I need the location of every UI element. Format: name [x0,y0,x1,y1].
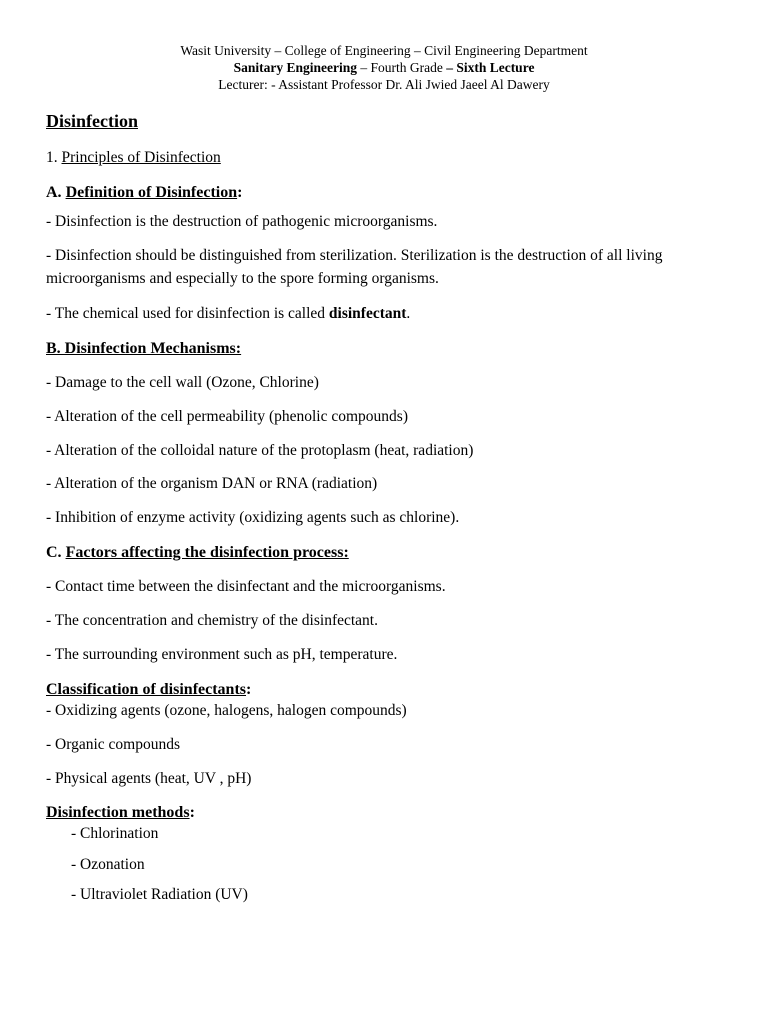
list-item: - The surrounding environment such as pH, temperature. [46,646,398,663]
list-item: - Alteration of the cell permeability (phenolic compounds) [46,408,408,425]
list-item: - Ultraviolet Radiation (UV) [71,886,248,903]
list-item: - Alteration of the colloidal nature of the protoplasm (heat, radiation) [46,442,474,459]
term-disinfectant: disinfectant [328,305,407,322]
principles-heading [46,146,736,169]
list-item: - Oxidizing agents (ozone, halogens, halogen compounds) [46,702,407,719]
list-item [46,302,736,325]
header-institution: Wasit University – College of Engineering – Civil Engineering Department [180,43,588,58]
header-course: Sanitary Engineering [233,60,357,75]
list-item: - Alteration of the organism DAN or RNA (radiation) [46,475,378,492]
methods-colon: : [189,804,195,821]
header-grade: – Fourth Grade [356,60,447,75]
header-lecturer: Lecturer: - Assistant Professor Dr. Ali Jwied Jaeel Al Dawery [218,77,550,92]
section-c-prefix: C. [46,544,66,561]
item-text: - The chemical used for disinfection is called [46,305,329,322]
list-item: - Organic compounds [46,736,181,753]
item-period: . [406,305,411,322]
classification-colon: : [246,681,252,698]
list-item: - Damage to the cell wall (Ozone, Chlorine) [46,374,319,391]
page-title: Disinfection [46,111,138,131]
section-a-prefix: A. [46,184,66,201]
principles-label: Principles of Disinfection [61,149,221,166]
section-a-title: Definition of Disinfection [65,184,238,201]
classification-title: Classification of disinfectants [46,681,246,698]
section-c-title: Factors affecting the disinfection process: [65,544,349,561]
list-item: - Contact time between the disinfectant and the microorganisms. [46,578,446,595]
list-item: - Chlorination [71,825,159,842]
list-item: - Ozonation [71,856,145,873]
list-item: - Inhibition of enzyme activity (oxidizing agents such as chlorine). [46,509,460,526]
section-a-colon: : [237,184,243,201]
list-item: - Disinfection is the destruction of pathogenic microorganisms. [46,213,438,230]
section-a-heading [46,181,736,204]
section-c-heading [46,541,736,564]
principles-number: 1. [46,149,62,166]
classification-heading [46,678,736,701]
list-item: - The concentration and chemistry of the disinfectant. [46,612,378,629]
list-item: - Physical agents (heat, UV , pH) [46,770,252,787]
methods-heading [46,801,736,824]
section-b-heading: B. Disinfection Mechanisms: [46,340,242,357]
list-item: - Disinfection should be distinguished from sterilization. Sterilization is the destruction of all living microorganisms and especially to the spore forming organisms. [46,247,663,287]
header-course-line [0,59,768,76]
header-separator: – [446,60,457,75]
methods-title: Disinfection methods [46,804,190,821]
header-lecture: Sixth Lecture [456,60,535,75]
